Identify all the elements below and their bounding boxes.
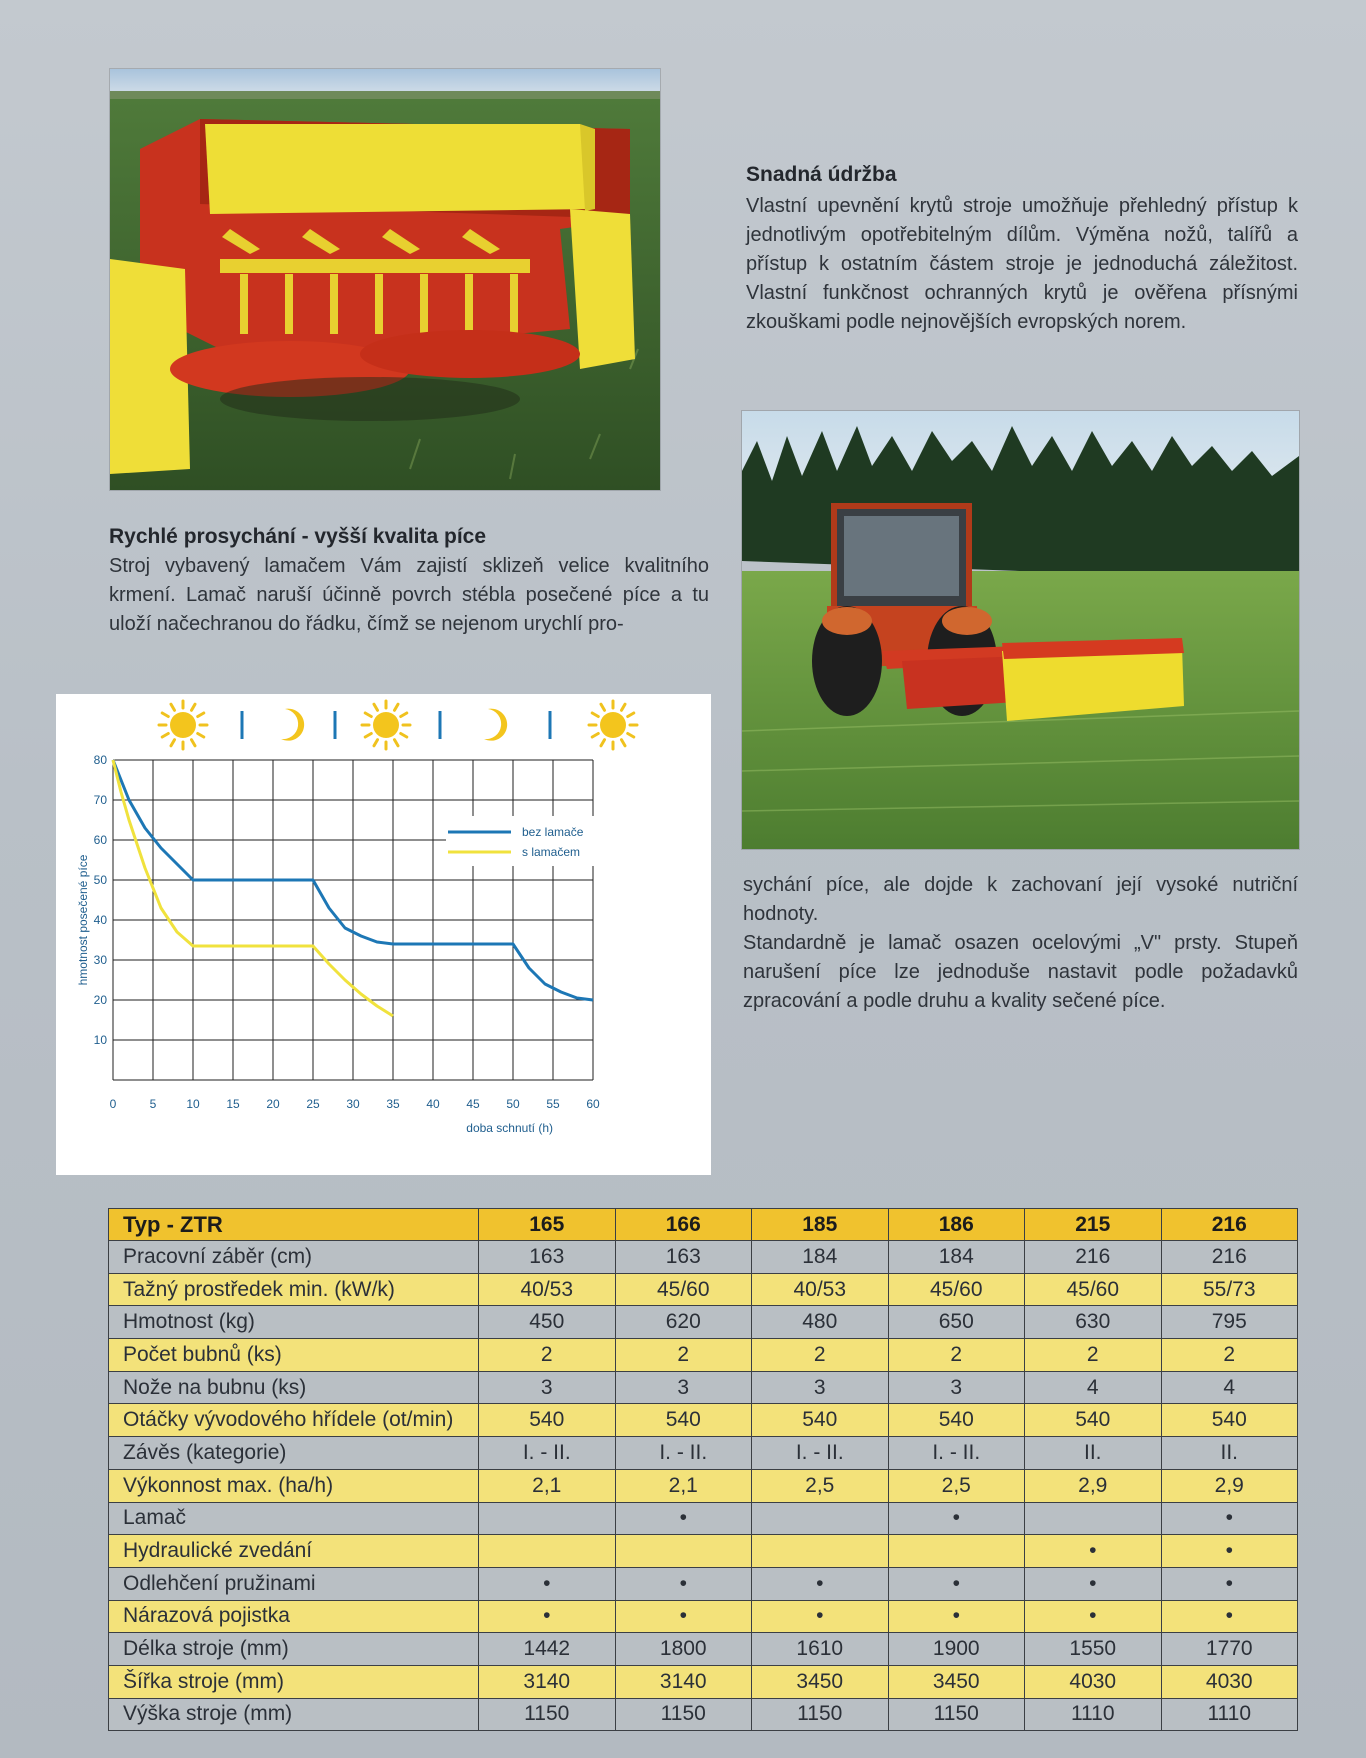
table-cell: 540 — [615, 1404, 752, 1437]
x-tick-label: 0 — [109, 1097, 117, 1111]
sun-ray — [171, 704, 175, 710]
y-tick-label: 60 — [93, 833, 107, 847]
table-cell: 650 — [888, 1306, 1025, 1339]
table-header-model: 166 — [615, 1209, 752, 1241]
x-tick-label: 25 — [306, 1097, 320, 1111]
sun-ray — [601, 704, 605, 710]
table-header-model: 216 — [1161, 1209, 1298, 1241]
table-cell: I. - II. — [888, 1437, 1025, 1470]
table-cell: 45/60 — [615, 1273, 752, 1306]
row-label: Otáčky vývodového hřídele (ot/min) — [109, 1404, 479, 1437]
table-cell: 1900 — [888, 1633, 1025, 1666]
table-row — [109, 1698, 1298, 1731]
drying-chart — [56, 694, 711, 1175]
table-cell: 2,1 — [479, 1469, 616, 1502]
table-cell: 1550 — [1025, 1633, 1162, 1666]
x-tick-label: 35 — [386, 1097, 400, 1111]
table-cell: 1770 — [1161, 1633, 1298, 1666]
series-line-with-conditioner — [113, 760, 393, 1016]
table-cell: 45/60 — [888, 1273, 1025, 1306]
table-cell: 163 — [479, 1241, 616, 1274]
row-label: Počet bubnů (ks) — [109, 1339, 479, 1372]
maintenance-title: Snadná údržba — [746, 163, 897, 186]
sun-ray — [374, 704, 378, 710]
specs-header-row — [109, 1209, 1298, 1241]
x-tick-label: 40 — [426, 1097, 440, 1111]
table-row — [109, 1371, 1298, 1404]
sun-ray — [162, 713, 168, 717]
drying-text-part1: Stroj vybavený lamačem Vám zajistí sklizeň velice kvalitního krmení. Lamač naruší účinně povrch stébla posečené píce a tu uloží načechranou do řádku, čímž se nejenom urychlí pro- — [109, 555, 709, 635]
table-cell: 40/53 — [479, 1273, 616, 1306]
table-row — [109, 1502, 1298, 1535]
table-cell: 40/53 — [752, 1273, 889, 1306]
day-night-strip — [159, 701, 637, 749]
table-cell: 3450 — [752, 1665, 889, 1698]
table-cell — [615, 1535, 752, 1568]
table-cell: 3450 — [888, 1665, 1025, 1698]
table-cell: 620 — [615, 1306, 752, 1339]
table-cell: 2,5 — [888, 1469, 1025, 1502]
table-cell: 540 — [1025, 1404, 1162, 1437]
row-label: Tažný prostředek min. (kW/k) — [109, 1273, 479, 1306]
table-cell: 45/60 — [1025, 1273, 1162, 1306]
table-cell: 3 — [888, 1371, 1025, 1404]
table-cell — [479, 1535, 616, 1568]
sun-ray — [192, 704, 196, 710]
sun-ray — [592, 734, 598, 738]
table-cell — [752, 1502, 889, 1535]
table-cell: 540 — [1161, 1404, 1298, 1437]
table-cell — [752, 1535, 889, 1568]
row-label: Výška stroje (mm) — [109, 1698, 479, 1731]
table-cell: • — [1161, 1502, 1298, 1535]
sun-ray — [395, 704, 399, 710]
drying-text-part3: Standardně je lamač osazen ocelovými „V" prsty. Stupeň narušení píce lze jednoduše nastavit podle požadavků zpracování a podle druhu a kvality sečené píce. — [743, 932, 1298, 1012]
table-cell: 2,5 — [752, 1469, 889, 1502]
sun-ray — [628, 734, 634, 738]
table-cell: • — [888, 1600, 1025, 1633]
table-cell: • — [615, 1600, 752, 1633]
table-cell: 3 — [615, 1371, 752, 1404]
y-tick-label: 70 — [93, 793, 107, 807]
y-tick-label: 80 — [93, 753, 107, 767]
table-cell: 1150 — [615, 1698, 752, 1731]
x-tick-label: 15 — [226, 1097, 240, 1111]
table-cell: 630 — [1025, 1306, 1162, 1339]
row-label: Hydraulické zvedání — [109, 1535, 479, 1568]
y-tick-label: 50 — [93, 873, 107, 887]
table-cell: 1442 — [479, 1633, 616, 1666]
table-cell: 1150 — [752, 1698, 889, 1731]
sun-ray — [592, 713, 598, 717]
sun-ray — [171, 740, 175, 746]
table-row — [109, 1567, 1298, 1600]
table-row — [109, 1469, 1298, 1502]
table-cell: • — [1161, 1600, 1298, 1633]
drying-text-continued — [743, 871, 1298, 1016]
drying-text-part2: sychání píce, ale dojde k zachovaní její vysoké nutriční hodnoty. — [743, 874, 1298, 925]
table-cell: 1800 — [615, 1633, 752, 1666]
table-cell: 2 — [1025, 1339, 1162, 1372]
x-tick-label: 55 — [546, 1097, 560, 1111]
sun-ray — [601, 740, 605, 746]
table-cell: 2 — [752, 1339, 889, 1372]
drying-chart-panel — [56, 694, 711, 1175]
table-cell: 1150 — [888, 1698, 1025, 1731]
sun-ray — [374, 740, 378, 746]
table-cell: 540 — [752, 1404, 889, 1437]
sun-ray — [395, 740, 399, 746]
table-cell: • — [888, 1567, 1025, 1600]
table-cell: • — [1025, 1535, 1162, 1568]
table-cell: • — [1161, 1535, 1298, 1568]
table-cell: • — [752, 1600, 889, 1633]
chart-grid — [113, 760, 593, 1080]
legend-label: bez lamače — [522, 825, 584, 839]
row-label: Odlehčení pružinami — [109, 1567, 479, 1600]
table-cell: • — [888, 1502, 1025, 1535]
table-row — [109, 1404, 1298, 1437]
sun-ray — [192, 740, 196, 746]
table-row — [109, 1600, 1298, 1633]
sun-disc — [600, 712, 626, 738]
table-cell: I. - II. — [752, 1437, 889, 1470]
table-cell: 163 — [615, 1241, 752, 1274]
table-header-model: 165 — [479, 1209, 616, 1241]
table-header-type: Typ - ZTR — [109, 1209, 479, 1241]
tractor-mower-illustration — [742, 411, 1299, 849]
x-tick-label: 30 — [346, 1097, 360, 1111]
row-label: Lamač — [109, 1502, 479, 1535]
table-cell: 3140 — [615, 1665, 752, 1698]
mower-closeup-illustration — [110, 69, 660, 490]
table-cell: 4 — [1025, 1371, 1162, 1404]
x-tick-label: 45 — [466, 1097, 480, 1111]
table-cell — [1025, 1502, 1162, 1535]
table-row — [109, 1633, 1298, 1666]
table-cell: • — [1025, 1600, 1162, 1633]
table-row — [109, 1273, 1298, 1306]
row-label: Hmotnost (kg) — [109, 1306, 479, 1339]
sun-ray — [162, 734, 168, 738]
table-cell: 184 — [888, 1241, 1025, 1274]
x-tick-label: 10 — [186, 1097, 200, 1111]
sun-ray — [628, 713, 634, 717]
sun-ray — [198, 734, 204, 738]
table-cell: 795 — [1161, 1306, 1298, 1339]
sun-disc — [170, 712, 196, 738]
table-header-model: 215 — [1025, 1209, 1162, 1241]
row-label: Výkonnost max. (ha/h) — [109, 1469, 479, 1502]
table-cell: 4030 — [1025, 1665, 1162, 1698]
legend-label: s lamačem — [522, 845, 581, 859]
row-label: Šířka stroje (mm) — [109, 1665, 479, 1698]
sun-icon — [589, 701, 637, 749]
table-cell: 3 — [752, 1371, 889, 1404]
sun-ray — [622, 704, 626, 710]
table-cell: • — [615, 1567, 752, 1600]
sun-ray — [365, 713, 371, 717]
table-cell: II. — [1025, 1437, 1162, 1470]
table-cell: • — [615, 1502, 752, 1535]
table-cell: • — [1161, 1567, 1298, 1600]
table-cell: 216 — [1025, 1241, 1162, 1274]
row-label: Nože na bubnu (ks) — [109, 1371, 479, 1404]
row-label: Závěs (kategorie) — [109, 1437, 479, 1470]
mower-closeup-photo — [110, 69, 660, 490]
table-cell: 480 — [752, 1306, 889, 1339]
moon-icon — [484, 709, 507, 741]
sun-ray — [622, 740, 626, 746]
table-cell: 1150 — [479, 1698, 616, 1731]
table-cell: 450 — [479, 1306, 616, 1339]
table-row — [109, 1339, 1298, 1372]
table-cell: 1610 — [752, 1633, 889, 1666]
table-row — [109, 1306, 1298, 1339]
table-cell: 184 — [752, 1241, 889, 1274]
table-cell: 2,9 — [1161, 1469, 1298, 1502]
table-cell: 540 — [888, 1404, 1025, 1437]
table-row — [109, 1665, 1298, 1698]
tractor-mower-photo — [742, 411, 1299, 849]
table-cell: 4030 — [1161, 1665, 1298, 1698]
x-tick-label: 20 — [266, 1097, 280, 1111]
row-label: Délka stroje (mm) — [109, 1633, 479, 1666]
sun-ray — [401, 713, 407, 717]
specs-body — [109, 1241, 1298, 1731]
y-tick-label: 40 — [93, 913, 107, 927]
row-label: Nárazová pojistka — [109, 1600, 479, 1633]
sun-disc — [373, 712, 399, 738]
table-cell: 4 — [1161, 1371, 1298, 1404]
table-header-model: 185 — [752, 1209, 889, 1241]
sun-ray — [401, 734, 407, 738]
x-axis-label: doba schnutí (h) — [466, 1121, 553, 1135]
y-tick-label: 10 — [93, 1033, 107, 1047]
row-label: Pracovní záběr (cm) — [109, 1241, 479, 1274]
specs-table — [108, 1208, 1298, 1731]
sun-ray — [198, 713, 204, 717]
table-cell: • — [1025, 1567, 1162, 1600]
table-cell: 2 — [888, 1339, 1025, 1372]
table-cell: 2 — [479, 1339, 616, 1372]
table-cell: I. - II. — [479, 1437, 616, 1470]
x-tick-label: 5 — [149, 1097, 157, 1111]
table-cell: 2 — [615, 1339, 752, 1372]
table-cell: 1110 — [1025, 1698, 1162, 1731]
table-cell: 3 — [479, 1371, 616, 1404]
table-cell — [479, 1502, 616, 1535]
y-tick-label: 20 — [93, 993, 107, 1007]
moon-icon — [281, 709, 304, 741]
chart-legend — [446, 816, 616, 866]
table-cell: 55/73 — [1161, 1273, 1298, 1306]
table-cell: 2,1 — [615, 1469, 752, 1502]
x-tick-label: 60 — [586, 1097, 600, 1111]
table-cell: • — [752, 1567, 889, 1600]
table-cell: • — [479, 1567, 616, 1600]
table-cell: 2,9 — [1025, 1469, 1162, 1502]
maintenance-text: Vlastní upevnění krytů stroje umožňuje přehledný přístup k jednotlivým opotřebitelným dílům. Výměna nožů, talířů a přístup k ostatním částem stroje je jednoduchá záležitost. Vlastní funkčnost ochranných krytů je ověřena přísnými zkouškami podle nejnovějších evropských norem. — [746, 195, 1298, 333]
table-row — [109, 1535, 1298, 1568]
drying-title: Rychlé prosychání - vyšší kvalita píce — [109, 525, 487, 548]
sun-icon — [159, 701, 207, 749]
table-cell — [888, 1535, 1025, 1568]
table-cell: 2 — [1161, 1339, 1298, 1372]
x-tick-label: 50 — [506, 1097, 520, 1111]
table-row — [109, 1437, 1298, 1470]
table-cell: 3140 — [479, 1665, 616, 1698]
table-cell: 1110 — [1161, 1698, 1298, 1731]
table-cell: • — [479, 1600, 616, 1633]
table-cell: 216 — [1161, 1241, 1298, 1274]
table-cell: 540 — [479, 1404, 616, 1437]
sun-ray — [365, 734, 371, 738]
table-cell: I. - II. — [615, 1437, 752, 1470]
table-row — [109, 1241, 1298, 1274]
sun-icon — [362, 701, 410, 749]
y-tick-label: 30 — [93, 953, 107, 967]
table-header-model: 186 — [888, 1209, 1025, 1241]
table-cell: II. — [1161, 1437, 1298, 1470]
y-axis-label: hmotnost posečené píce — [76, 854, 90, 986]
